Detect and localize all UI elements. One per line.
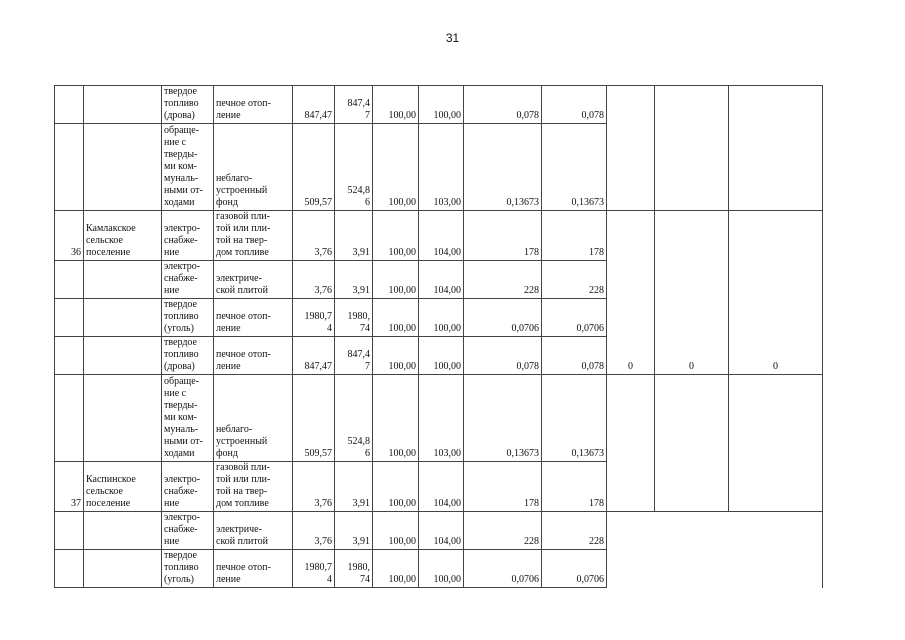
percent-d: 104,00: [419, 462, 464, 512]
row-number: [55, 261, 84, 299]
service-type: твердое топливо (дрова): [162, 86, 214, 124]
norm-e: 0,13673: [464, 375, 542, 462]
norm-f: 228: [542, 261, 607, 299]
table-row: [55, 550, 823, 588]
value-a: 3,76: [293, 462, 335, 512]
row-number: [55, 550, 84, 588]
norm-e: 0,0706: [464, 550, 542, 588]
norm-e: 0,0706: [464, 299, 542, 337]
table-row: [55, 375, 823, 462]
value-b: 3,91: [335, 462, 373, 512]
housing-type: электриче- ской плитой: [214, 261, 293, 299]
percent-c: 100,00: [373, 337, 419, 375]
table-row: [55, 86, 823, 124]
blank-cell: [729, 375, 823, 512]
housing-type: неблаго- устроенный фонд: [214, 375, 293, 462]
percent-c: 100,00: [373, 550, 419, 588]
service-type: обраще- ние с тверды- ми ком- муналь- ными от- ходами: [162, 124, 214, 211]
norm-f: 0,078: [542, 86, 607, 124]
housing-type: печное отоп- ление: [214, 86, 293, 124]
row-number: [55, 86, 84, 124]
value-b: 3,91: [335, 512, 373, 550]
housing-type: газовой пли- той или пли- той на твер- дом топливе: [214, 211, 293, 261]
percent-c: 100,00: [373, 375, 419, 462]
service-type: твердое топливо (уголь): [162, 550, 214, 588]
percent-d: 100,00: [419, 299, 464, 337]
value-b: 3,91: [335, 261, 373, 299]
housing-type: электриче- ской плитой: [214, 512, 293, 550]
percent-d: 104,00: [419, 211, 464, 261]
value-a: 3,76: [293, 512, 335, 550]
housing-type: печное отоп- ление: [214, 299, 293, 337]
extra-value: 0: [655, 211, 729, 375]
norm-f: 0,0706: [542, 550, 607, 588]
norm-f: 0,13673: [542, 124, 607, 211]
row-number: [55, 512, 84, 550]
settlement-name: [84, 550, 162, 588]
row-number: [55, 337, 84, 375]
value-b: 1980, 74: [335, 299, 373, 337]
extra-value: 0: [607, 211, 655, 375]
norm-e: 178: [464, 462, 542, 512]
settlement-name: [84, 124, 162, 211]
percent-c: 100,00: [373, 124, 419, 211]
row-number: [55, 375, 84, 462]
value-b: 524,8 6: [335, 375, 373, 462]
percent-c: 100,00: [373, 299, 419, 337]
service-type: твердое топливо (уголь): [162, 299, 214, 337]
value-a: 3,76: [293, 211, 335, 261]
table-row: [55, 211, 823, 261]
percent-d: 104,00: [419, 261, 464, 299]
row-number: [55, 299, 84, 337]
service-type: электро- снабже- ние: [162, 211, 214, 261]
value-b: 3,91: [335, 211, 373, 261]
norm-e: 228: [464, 261, 542, 299]
settlement-name: [84, 86, 162, 124]
value-a: 509,57: [293, 375, 335, 462]
value-b: 847,4 7: [335, 337, 373, 375]
housing-type: неблаго- устроенный фонд: [214, 124, 293, 211]
norm-e: 0,13673: [464, 124, 542, 211]
value-a: 847,47: [293, 86, 335, 124]
service-type: электро- снабже- ние: [162, 261, 214, 299]
extra-value: 0: [729, 211, 823, 375]
value-a: 3,76: [293, 261, 335, 299]
percent-d: 100,00: [419, 550, 464, 588]
value-b: 1980, 74: [335, 550, 373, 588]
percent-c: 100,00: [373, 512, 419, 550]
blank-cell: [729, 86, 823, 211]
norm-f: 0,13673: [542, 375, 607, 462]
percent-d: 104,00: [419, 512, 464, 550]
value-a: 509,57: [293, 124, 335, 211]
settlement-name: [84, 375, 162, 462]
settlement-name: [84, 261, 162, 299]
table-row: [55, 512, 823, 550]
blank-cell: [607, 86, 655, 211]
blank-cell: [655, 86, 729, 211]
norm-f: 228: [542, 512, 607, 550]
percent-d: 103,00: [419, 124, 464, 211]
norm-f: 178: [542, 462, 607, 512]
value-a: 847,47: [293, 337, 335, 375]
housing-type: печное отоп- ление: [214, 550, 293, 588]
norm-e: 0,078: [464, 86, 542, 124]
percent-d: 103,00: [419, 375, 464, 462]
service-type: обраще- ние с тверды- ми ком- муналь- ными от- ходами: [162, 375, 214, 462]
housing-type: газовой пли- той или пли- той на твер- дом топливе: [214, 462, 293, 512]
tariff-table: [54, 85, 823, 588]
value-a: 1980,7 4: [293, 550, 335, 588]
row-number: [55, 124, 84, 211]
blank-cell: [607, 375, 655, 512]
norm-e: 178: [464, 211, 542, 261]
settlement-name: Каспинское сельское поселение: [84, 462, 162, 512]
percent-d: 100,00: [419, 337, 464, 375]
norm-f: 178: [542, 211, 607, 261]
service-type: твердое топливо (дрова): [162, 337, 214, 375]
percent-d: 100,00: [419, 86, 464, 124]
settlement-name: [84, 512, 162, 550]
housing-type: печное отоп- ление: [214, 337, 293, 375]
service-type: электро- снабже- ние: [162, 462, 214, 512]
percent-c: 100,00: [373, 86, 419, 124]
settlement-name: [84, 299, 162, 337]
row-number: 36: [55, 211, 84, 261]
page-number: 31: [445, 31, 460, 45]
norm-f: 0,0706: [542, 299, 607, 337]
norm-e: 0,078: [464, 337, 542, 375]
norm-f: 0,078: [542, 337, 607, 375]
percent-c: 100,00: [373, 462, 419, 512]
percent-c: 100,00: [373, 261, 419, 299]
percent-c: 100,00: [373, 211, 419, 261]
norm-e: 228: [464, 512, 542, 550]
row-number: 37: [55, 462, 84, 512]
value-b: 524,8 6: [335, 124, 373, 211]
settlement-name: Камлакское сельское поселение: [84, 211, 162, 261]
value-b: 847,4 7: [335, 86, 373, 124]
blank-cell: [655, 375, 729, 512]
value-a: 1980,7 4: [293, 299, 335, 337]
service-type: электро- снабже- ние: [162, 512, 214, 550]
settlement-name: [84, 337, 162, 375]
